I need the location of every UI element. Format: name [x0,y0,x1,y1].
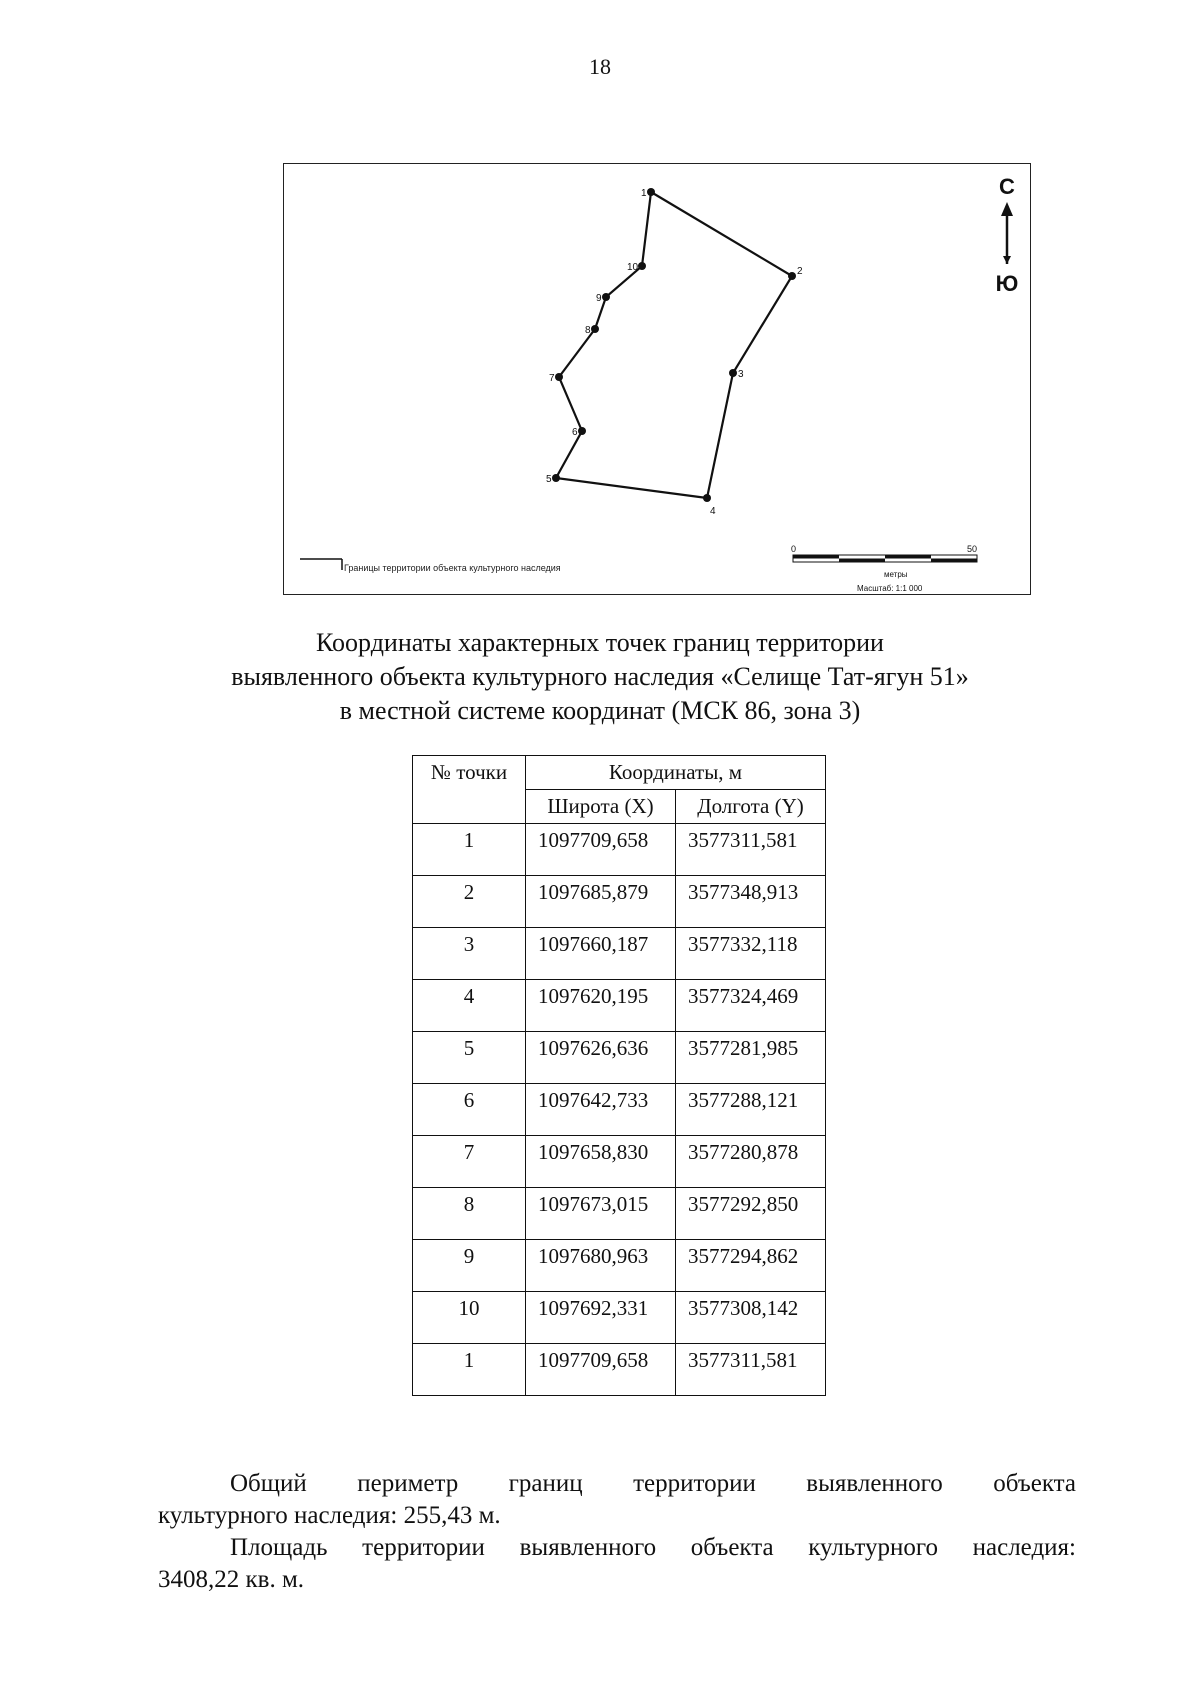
header-latitude: Широта (X) [526,790,676,824]
scale-start: 0 [791,544,797,554]
point-label-8: 8 [585,325,591,336]
title-line-1: Координаты характерных точек границ территории [316,628,884,657]
y-cell: 3577311,581 [676,1344,826,1396]
table-row [413,1344,826,1396]
y-cell: 3577294,862 [676,1240,826,1292]
x-cell: 1097709,658 [526,1344,676,1396]
coordinates-table [412,755,826,1396]
point-cell: 6 [413,1084,526,1136]
point-cell: 2 [413,876,526,928]
perimeter-word: периметр [357,1470,459,1497]
point-cell: 7 [413,1136,526,1188]
perimeter-word: объекта [993,1470,1076,1497]
map-canvas [284,164,1032,596]
point-3 [729,369,737,377]
x-cell: 1097673,015 [526,1188,676,1240]
title-line-3: в местной системе координат (МСК 86, зона 3) [339,696,861,725]
perimeter-word: территории [633,1470,756,1497]
y-cell: 3577324,469 [676,980,826,1032]
y-cell: 3577292,850 [676,1188,826,1240]
area-line-2: 3408,22 кв. м. [158,1566,305,1593]
point-label-9: 9 [596,293,602,304]
perimeter-word: границ [508,1470,583,1497]
title-line-2: выявленного объекта культурного наследия «Селище Тат-ягун 51» [231,662,969,691]
boundary-points [552,188,796,502]
scale-end: 50 [967,544,978,554]
y-cell: 3577348,913 [676,876,826,928]
point-label-7: 7 [549,373,555,384]
scale-label: Масштаб: 1:1 000 [857,584,923,593]
perimeter-paragraph [158,1468,1076,1532]
point-9 [602,293,610,301]
point-4 [703,494,711,502]
table-row [413,1292,826,1344]
point-2 [788,272,796,280]
point-10 [638,262,646,270]
point-cell: 1 [413,1344,526,1396]
table-row [413,876,826,928]
area-line-1: Площадь территории выявленного объекта культурного наследия: [230,1534,1076,1561]
compass-north: С [999,174,1015,199]
x-cell: 1097692,331 [526,1292,676,1344]
table-row [413,1032,826,1084]
point-cell: 8 [413,1188,526,1240]
north-arrow-icon [996,174,1019,296]
perimeter-line-1 [158,1468,1076,1500]
point-cell: 1 [413,824,526,876]
x-cell: 1097685,879 [526,876,676,928]
table-row [413,1188,826,1240]
table-row [413,1136,826,1188]
point-label-10: 10 [627,262,639,273]
point-5 [552,474,560,482]
point-8 [591,325,599,333]
boundary-polygon [556,192,792,498]
point-cell: 9 [413,1240,526,1292]
x-cell: 1097642,733 [526,1084,676,1136]
y-cell: 3577308,142 [676,1292,826,1344]
point-label-4: 4 [710,506,716,517]
y-cell: 3577332,118 [676,928,826,980]
table-row [413,1084,826,1136]
y-cell: 3577280,878 [676,1136,826,1188]
point-6 [578,427,586,435]
table-row [413,824,826,876]
legend-label: Границы территории объекта культурного наследия [344,563,561,573]
x-cell: 1097620,195 [526,980,676,1032]
x-cell: 1097658,830 [526,1136,676,1188]
x-cell: 1097680,963 [526,1240,676,1292]
point-cell: 10 [413,1292,526,1344]
header-longitude: Долгота (Y) [676,790,826,824]
y-cell: 3577281,985 [676,1032,826,1084]
point-7 [555,373,563,381]
x-cell: 1097626,636 [526,1032,676,1084]
point-cell: 5 [413,1032,526,1084]
y-cell: 3577288,121 [676,1084,826,1136]
table-row [413,980,826,1032]
table-row [413,928,826,980]
table-row [413,1240,826,1292]
point-label-3: 3 [738,369,744,380]
scale-unit: метры [884,570,908,579]
point-label-1: 1 [641,188,647,199]
perimeter-line-2: культурного наследия: 255,43 м. [158,1502,501,1529]
compass-south: Ю [995,271,1019,296]
area-paragraph [158,1532,1076,1596]
perimeter-word: выявленного [806,1470,943,1497]
y-cell: 3577311,581 [676,824,826,876]
header-point-number: № точки [413,756,526,824]
x-cell: 1097660,187 [526,928,676,980]
page-number: 18 [589,54,611,79]
header-coordinates: Координаты, м [526,756,826,790]
point-1 [647,188,655,196]
boundary-map [283,163,1031,595]
point-label-5: 5 [546,474,552,485]
scale-bar [791,544,977,562]
x-cell: 1097709,658 [526,824,676,876]
point-label-6: 6 [572,427,578,438]
coordinates-title [0,626,1200,728]
point-cell: 4 [413,980,526,1032]
point-label-2: 2 [797,266,803,277]
perimeter-word: Общий [230,1470,307,1497]
point-cell: 3 [413,928,526,980]
